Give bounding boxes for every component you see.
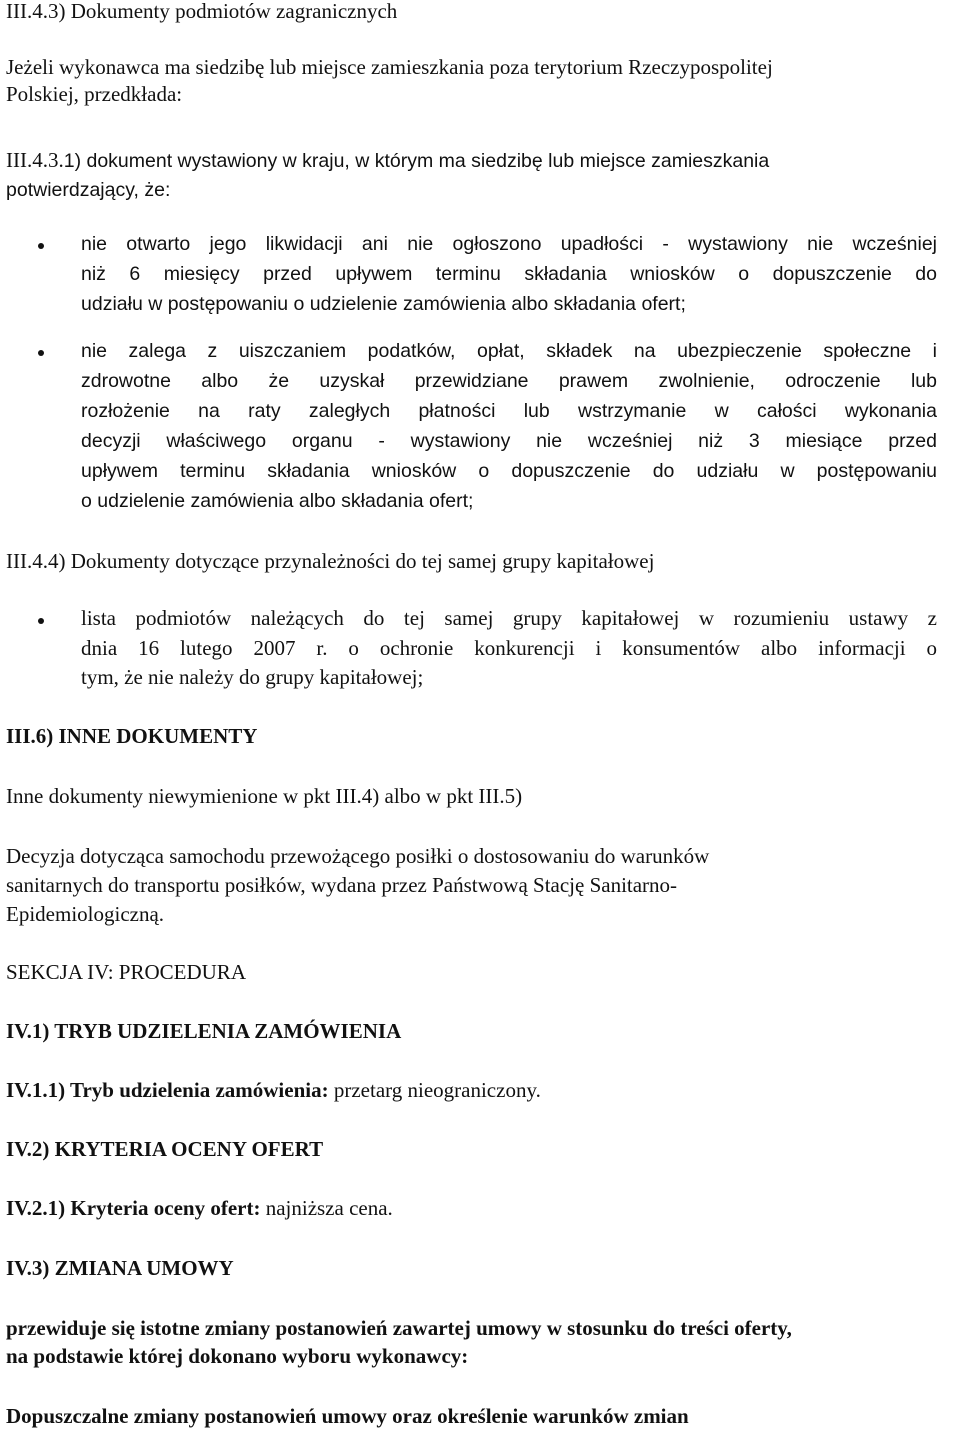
bullet-item-3-line: lista podmiotów należących do tej samej grupy kapitałowej w rozumieniu ustawy z	[81, 606, 937, 630]
bullet-item-2	[81, 336, 937, 516]
bullet-icon	[38, 243, 44, 249]
bullet-item-1	[81, 229, 937, 319]
iv21-label: IV.2.1) Kryteria oceny ofert:	[6, 1196, 261, 1220]
subsection-line-2: potwierdzający, że:	[6, 179, 171, 201]
subsection-text-1: 1) dokument wystawiony w kraju, w którym ma siedzibę lub miejsce zamieszkania	[63, 150, 770, 172]
bullet-item-2-line: zdrowotne albo że uzyskał przewidziane prawem zwolnienie, odroczenie lub	[81, 370, 937, 392]
subsection-label: III.4.3.	[6, 148, 64, 172]
decision-paragraph-line-2: sanitarnych do transportu posiłków, wydana przez Państwową Stację Sanitarno-	[6, 873, 678, 897]
iv21-value: najniższa cena.	[260, 1196, 393, 1220]
bullet-icon	[38, 618, 44, 624]
bullet-item-1-line: niż 6 miesięcy przed upływem terminu składania wniosków o dopuszczenie do	[81, 263, 937, 285]
iv11-line	[6, 1077, 541, 1104]
bullet-item-3-line: dnia 16 lutego 2007 r. o ochronie konkurencji i konsumentów albo informacji o	[81, 635, 937, 660]
section-heading-iii-4-3: III.4.3) Dokumenty podmiotów zagranicznych	[6, 0, 398, 23]
intro-line-2: Polskiej, przedkłada:	[6, 82, 183, 106]
other-documents-line: Inne dokumenty niewymienione w pkt III.4) albo w pkt III.5)	[6, 784, 523, 808]
section-iv-heading: SEKCJA IV: PROCEDURA	[6, 960, 246, 984]
subsection-line-1	[6, 145, 769, 176]
iv11-value: przetarg nieograniczony.	[328, 1078, 541, 1102]
bullet-item-1-line: nie otwarto jego likwidacji ani nie ogłoszono upadłości - wystawiony nie wcześniej	[81, 233, 937, 255]
bullet-item-3	[81, 604, 937, 693]
intro-line-1: Jeżeli wykonawca ma siedzibę lub miejsce zamieszkania poza terytorium Rzeczypospolitej	[6, 55, 773, 79]
decision-paragraph-line-1: Decyzja dotycząca samochodu przewożącego posiłki o dostosowaniu do warunków	[6, 844, 710, 868]
section-heading-iii-4-4: III.4.4) Dokumenty dotyczące przynależności do tej samej grupy kapitałowej	[6, 549, 655, 573]
bullet-item-1-line: udziału w postępowaniu o udzielenie zamówienia albo składania ofert;	[81, 293, 686, 315]
iv3-last-line: Dopuszczalne zmiany postanowień umowy oraz określenie warunków zmian	[6, 1404, 689, 1428]
iv1-heading: IV.1) TRYB UDZIELENIA ZAMÓWIENIA	[6, 1019, 402, 1043]
decision-paragraph-line-3: Epidemiologiczną.	[6, 902, 165, 926]
iv3-bold-line-1: przewiduje się istotne zmiany postanowień zawartej umowy w stosunku do treści oferty,	[6, 1316, 792, 1340]
iv11-label: IV.1.1) Tryb udzielenia zamówienia:	[6, 1078, 329, 1102]
bullet-icon	[38, 350, 44, 356]
bullet-item-2-line: decyzji właściwego organu - wystawiony nie wcześniej niż 3 miesiące przed	[81, 430, 937, 452]
bullet-item-2-line: nie zalega z uiszczaniem podatków, opłat, składek na ubezpieczenie społeczne i	[81, 340, 937, 362]
iv3-bold-line-2: na podstawie której dokonano wyboru wykonawcy:	[6, 1344, 469, 1368]
bullet-item-2-line: upływem terminu składania wniosków o dopuszczenie do udziału w postępowaniu	[81, 460, 937, 482]
bullet-item-3-line: tym, że nie należy do grupy kapitałowej;	[81, 665, 424, 689]
bullet-item-2-line: o udzielenie zamówienia albo składania ofert;	[81, 490, 474, 512]
section-heading-iii-6: III.6) INNE DOKUMENTY	[6, 724, 258, 748]
iv3-heading: IV.3) ZMIANA UMOWY	[6, 1256, 234, 1280]
bullet-item-2-line: rozłożenie na raty zaległych płatności lub wstrzymanie w całości wykonania	[81, 400, 937, 422]
iv21-line	[6, 1195, 393, 1222]
iv2-heading: IV.2) KRYTERIA OCENY OFERT	[6, 1137, 324, 1161]
